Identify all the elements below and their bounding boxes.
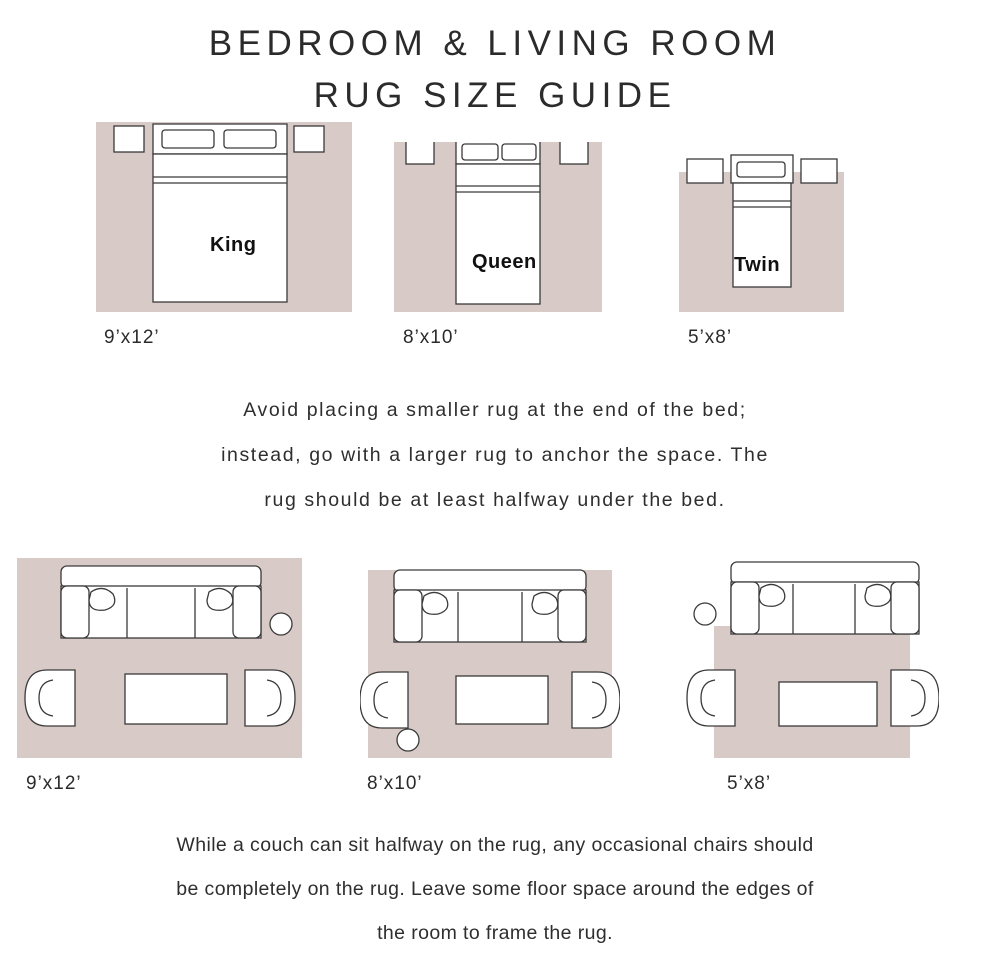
rug-size-caption-living-9x12: 9’x12’ xyxy=(26,773,82,794)
living-figure-5x8 xyxy=(714,626,910,758)
rug-size-caption-king: 9’x12’ xyxy=(104,327,160,348)
rug-size-caption-queen: 8’x10’ xyxy=(403,327,459,348)
bedroom-note-line-3: rug should be at least halfway under the bed. xyxy=(264,489,726,511)
bedroom-figure-king xyxy=(96,122,352,312)
living-figure-9x12 xyxy=(17,558,302,758)
living-room-8x10-illustration xyxy=(360,558,620,758)
living-room-9x12-illustration xyxy=(17,558,302,758)
bed-label-twin: Twin xyxy=(734,254,781,276)
living-room-5x8-illustration xyxy=(669,558,939,768)
bedroom-figure-twin xyxy=(679,172,844,312)
queen-bed-illustration xyxy=(394,142,602,322)
living-room-note-line-3: the room to frame the rug. xyxy=(377,922,613,944)
king-bed-illustration xyxy=(96,122,352,322)
title-line-2: RUG SIZE GUIDE xyxy=(313,76,677,115)
rug-size-caption-living-8x10: 8’x10’ xyxy=(367,773,423,794)
living-room-note-line-1: While a couch can sit halfway on the rug, any occasional chairs should xyxy=(176,834,814,856)
title-line-1: BEDROOM & LIVING ROOM xyxy=(208,24,782,63)
bedroom-note-line-2: instead, go with a larger rug to anchor the space. The xyxy=(221,444,769,466)
bed-label-king: King xyxy=(210,234,257,256)
rug-size-caption-living-5x8: 5’x8’ xyxy=(727,773,772,794)
rug-size-caption-twin: 5’x8’ xyxy=(688,327,733,348)
bed-label-queen: Queen xyxy=(472,251,537,273)
living-room-diagram-row xyxy=(0,558,990,794)
living-figure-8x10 xyxy=(368,570,612,758)
living-room-note xyxy=(0,823,990,955)
living-room-note-line-2: be completely on the rug. Leave some floor space around the edges of xyxy=(176,878,814,900)
bedroom-figure-queen xyxy=(394,142,602,312)
bedroom-diagram-row xyxy=(0,122,990,352)
bedroom-note xyxy=(0,388,990,523)
page-title xyxy=(0,0,990,122)
bedroom-note-line-1: Avoid placing a smaller rug at the end of the bed; xyxy=(243,399,747,421)
